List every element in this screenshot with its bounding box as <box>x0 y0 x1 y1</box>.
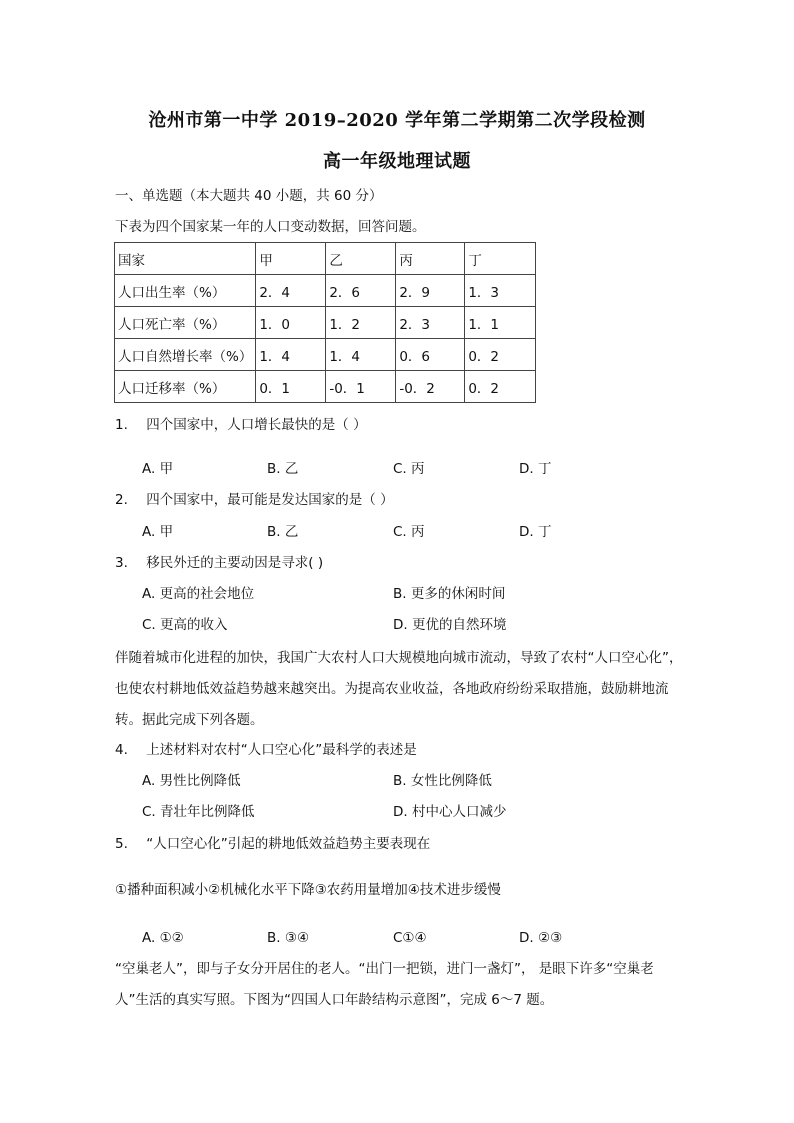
table-cell: 人口出生率（%） <box>115 275 256 307</box>
table-cell: 国家 <box>115 243 256 275</box>
q4-option-d[interactable]: D. 村中心人口减少 <box>393 804 507 820</box>
q4-option-a[interactable]: A. 男性比例降低 <box>142 773 241 789</box>
question-stem: 上述材料对农村“人口空心化”最科学的表述是 <box>146 742 417 758</box>
table-cell: 1．4 <box>326 339 396 371</box>
q4-option-c[interactable]: C. 青壮年比例降低 <box>142 804 255 820</box>
q5-option-a[interactable]: A. ①② <box>142 930 184 946</box>
table-cell: 人口死亡率（%） <box>115 307 256 339</box>
question-stem: 移民外迁的主要动因是寻求( ) <box>146 555 324 571</box>
question-number: 1. <box>115 417 128 433</box>
table-row <box>115 371 536 403</box>
q1-option-c[interactable]: C. 丙 <box>393 461 425 477</box>
question-number: 4. <box>115 742 128 758</box>
question-2 <box>115 490 394 510</box>
table-row <box>115 339 536 371</box>
table-cell: 2．6 <box>326 275 396 307</box>
question-3 <box>115 553 323 573</box>
table-cell: 人口迁移率（%） <box>115 371 256 403</box>
q5-option-d[interactable]: D. ②③ <box>519 930 563 946</box>
table-cell: 甲 <box>256 243 326 275</box>
table-row <box>115 307 536 339</box>
table-cell: 0．2 <box>465 339 536 371</box>
q3-option-c[interactable]: C. 更高的收入 <box>142 617 228 633</box>
table-cell: 2．4 <box>256 275 326 307</box>
question-1 <box>115 415 367 435</box>
table-intro: 下表为四个国家某一年的人口变动数据，回答问题。 <box>115 219 426 235</box>
q5-option-b[interactable]: B. ③④ <box>267 930 310 946</box>
question-5 <box>115 834 430 854</box>
question-stem: 四个国家中，人口增长最快的是（ ） <box>146 417 367 433</box>
question-number: 2. <box>115 492 128 508</box>
q2-option-b[interactable]: B. 乙 <box>267 524 299 540</box>
q4-option-b[interactable]: B. 女性比例降低 <box>393 773 492 789</box>
table-cell: 0．1 <box>256 371 326 403</box>
table-cell: 1．0 <box>256 307 326 339</box>
table-cell: 乙 <box>326 243 396 275</box>
question-number: 3. <box>115 555 128 571</box>
table-cell: 人口自然增长率（%） <box>115 339 256 371</box>
table-cell: 1．1 <box>465 307 536 339</box>
table-row <box>115 275 536 307</box>
table-cell: -0．2 <box>396 371 465 403</box>
question-number: 5. <box>115 836 128 852</box>
q1-option-d[interactable]: D. 丁 <box>519 461 552 477</box>
exam-subtitle: 高一年级地理试题 <box>323 151 471 172</box>
q3-option-d[interactable]: D. 更优的自然环境 <box>393 617 507 633</box>
exam-title: 沧州市第一中学 2019–2020 学年第二学期第二次学段检测 <box>148 110 646 131</box>
table-cell: 2．9 <box>396 275 465 307</box>
table-row <box>115 243 536 275</box>
q5-option-c[interactable]: C①④ <box>393 930 427 946</box>
section-heading: 一、单选题（本大题共 40 小题，共 60 分） <box>115 188 383 204</box>
table-cell: 1．2 <box>326 307 396 339</box>
question-4 <box>115 740 417 760</box>
question-stem: 四个国家中，最可能是发达国家的是（ ） <box>146 492 394 508</box>
q1-option-a[interactable]: A. 甲 <box>142 461 174 477</box>
q5-statements: ①播种面积减小②机械化水平下降③农药用量增加④技术进步缓慢 <box>115 882 501 898</box>
passage-empty-nest: “空巢老人”，即与子女分开居住的老人。“出门一把锁，进门一盏灯”， 是眼下许多“空巢老人”生活的真实写照。下图为“四国人口年龄结构示意图”，完成 6～7 题。 <box>115 961 654 1008</box>
table-cell: 1．3 <box>465 275 536 307</box>
table-cell: -0．1 <box>326 371 396 403</box>
question-stem: “人口空心化”引起的耕地低效益趋势主要表现在 <box>146 836 431 852</box>
table-cell: 2．3 <box>396 307 465 339</box>
table-cell: 0．6 <box>396 339 465 371</box>
q3-option-b[interactable]: B. 更多的休闲时间 <box>393 586 506 602</box>
table-cell: 丙 <box>396 243 465 275</box>
table-cell: 0．2 <box>465 371 536 403</box>
q3-option-a[interactable]: A. 更高的社会地位 <box>142 586 255 602</box>
passage-urbanization: 伴随着城市化进程的加快，我国广大农村人口大规模地向城市流动，导致了农村“人口空心化”，也使农村耕地低效益趋势越来越突出。为提高农业收益，各地政府纷纷采取措施，鼓励耕地流转。据此完成下列各题。 <box>115 650 683 728</box>
q1-option-b[interactable]: B. 乙 <box>267 461 299 477</box>
table-cell: 1．4 <box>256 339 326 371</box>
q2-option-d[interactable]: D. 丁 <box>519 524 552 540</box>
table-cell: 丁 <box>465 243 536 275</box>
q2-option-a[interactable]: A. 甲 <box>142 524 174 540</box>
q2-option-c[interactable]: C. 丙 <box>393 524 425 540</box>
population-table <box>114 242 536 403</box>
